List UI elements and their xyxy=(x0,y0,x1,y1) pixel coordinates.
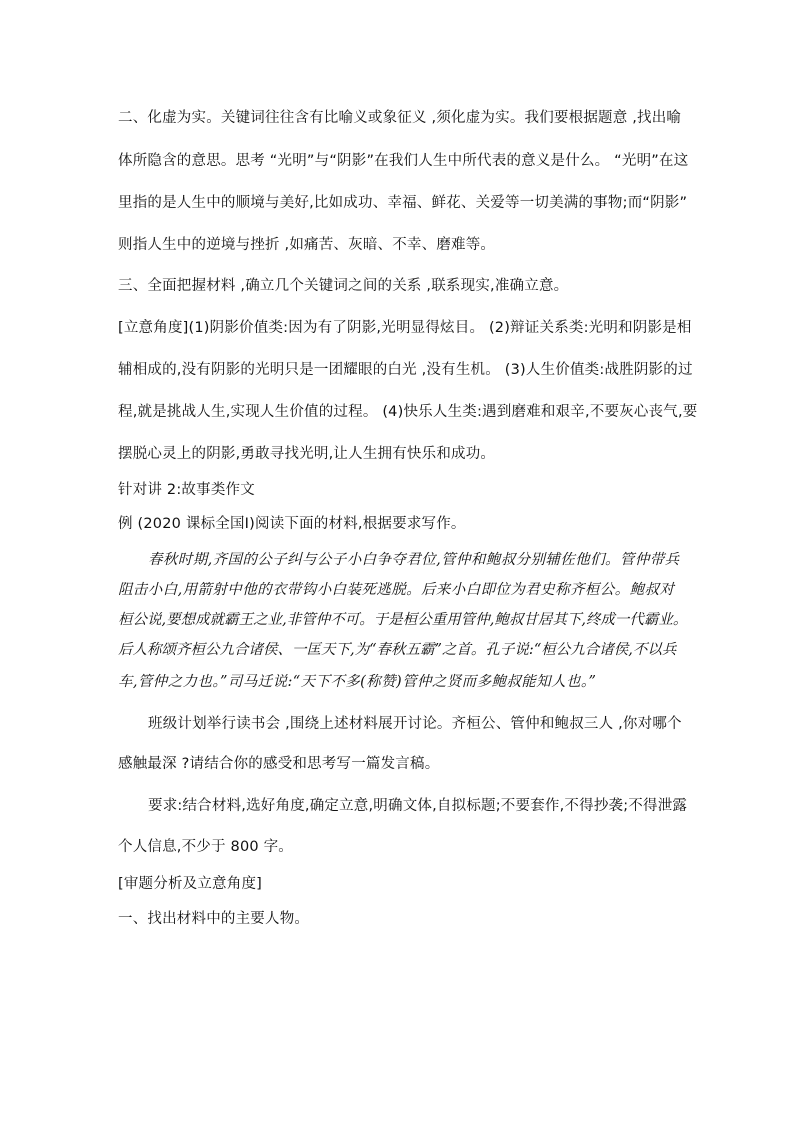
analysis-item: 一、找出材料中的主要人物。 xyxy=(118,911,310,927)
paragraph-line: 辅相成的,没有阴影的光明只是一团耀眼的白光 ,没有生机。 (3)人生价值类:战胜阴影的过 xyxy=(118,362,693,378)
prompt-line: 班级计划举行读书会 ,围绕上述材料展开讨论。齐桓公、管仲和鲍叔三人 ,你对哪个 xyxy=(148,716,682,732)
section-title: 针对讲 2:故事类作文 xyxy=(118,482,255,498)
material-text: 春秋时期,齐国的公子纠与公子小白争夺君位,管仲和鲍叔分别辅佐他们。管仲带兵 xyxy=(148,552,680,568)
material-text: 后人称颂齐桓公九合诸侯、一匡天下,为“春秋五霸”之首。孔子说:“桓公九合诸侯,不以兵 xyxy=(118,642,677,658)
material-text: 车,管仲之力也。”司马迁说:“天下不多(称赞)管仲之贤而多鲍叔能知人也。” xyxy=(118,674,597,690)
example-intro: 例 (2020 课标全国Ⅰ)阅读下面的材料,根据要求写作。 xyxy=(118,516,466,532)
analysis-heading: [审题分析及立意角度] xyxy=(118,876,263,892)
material-text: 桓公说,要想成就霸王之业,非管仲不可。于是桓公重用管仲,鲍叔甘居其下,终成一代霸业。 xyxy=(118,612,688,628)
section-heading: 三、全面把握材料 ,确立几个关键词之间的关系 ,联系现实,准确立意。 xyxy=(118,278,569,294)
paragraph-line: 二、化虚为实。关键词往往含有比喻义或象征义 ,须化虚为实。我们要根据题意 ,找出喻 xyxy=(118,110,682,126)
prompt-line: 感触最深 ?请结合你的感受和思考写一篇发言稿。 xyxy=(118,756,440,772)
paragraph-line: 则指人生中的逆境与挫折 ,如痛苦、灰暗、不幸、磨难等。 xyxy=(118,237,496,253)
requirements-line: 个人信息,不少于 800 字。 xyxy=(118,839,294,855)
paragraph-line: 程,就是挑战人生,实现人生价值的过程。 (4)快乐人生类:遇到磨难和艰辛,不要灰心丧气,要 xyxy=(118,404,698,420)
paragraph-line: 摆脱心灵上的阴影,勇敢寻找光明,让人生拥有快乐和成功。 xyxy=(118,446,496,462)
material-text: 阻击小白,用箭射中他的衣带钩小白装死逃脱。后来小白即位为君史称齐桓公。鲍叔对 xyxy=(118,582,675,598)
paragraph-line: 里指的是人生中的顺境与美好,比如成功、幸福、鲜花、关爱等一切美满的事物;而“阴影” xyxy=(118,195,688,211)
requirements-line: 要求:结合材料,选好角度,确定立意,明确文体,自拟标题;不要套作,不得抄袭;不得泄露 xyxy=(148,798,688,814)
paragraph-line: [立意角度](1)阴影价值类:因为有了阴影,光明显得炫目。 (2)辩证关系类:光明和阴影是相 xyxy=(118,320,692,336)
paragraph-line: 体所隐含的意思。思考 “光明”与“阴影”在我们人生中所代表的意义是什么。 “光明”在这 xyxy=(118,153,689,169)
